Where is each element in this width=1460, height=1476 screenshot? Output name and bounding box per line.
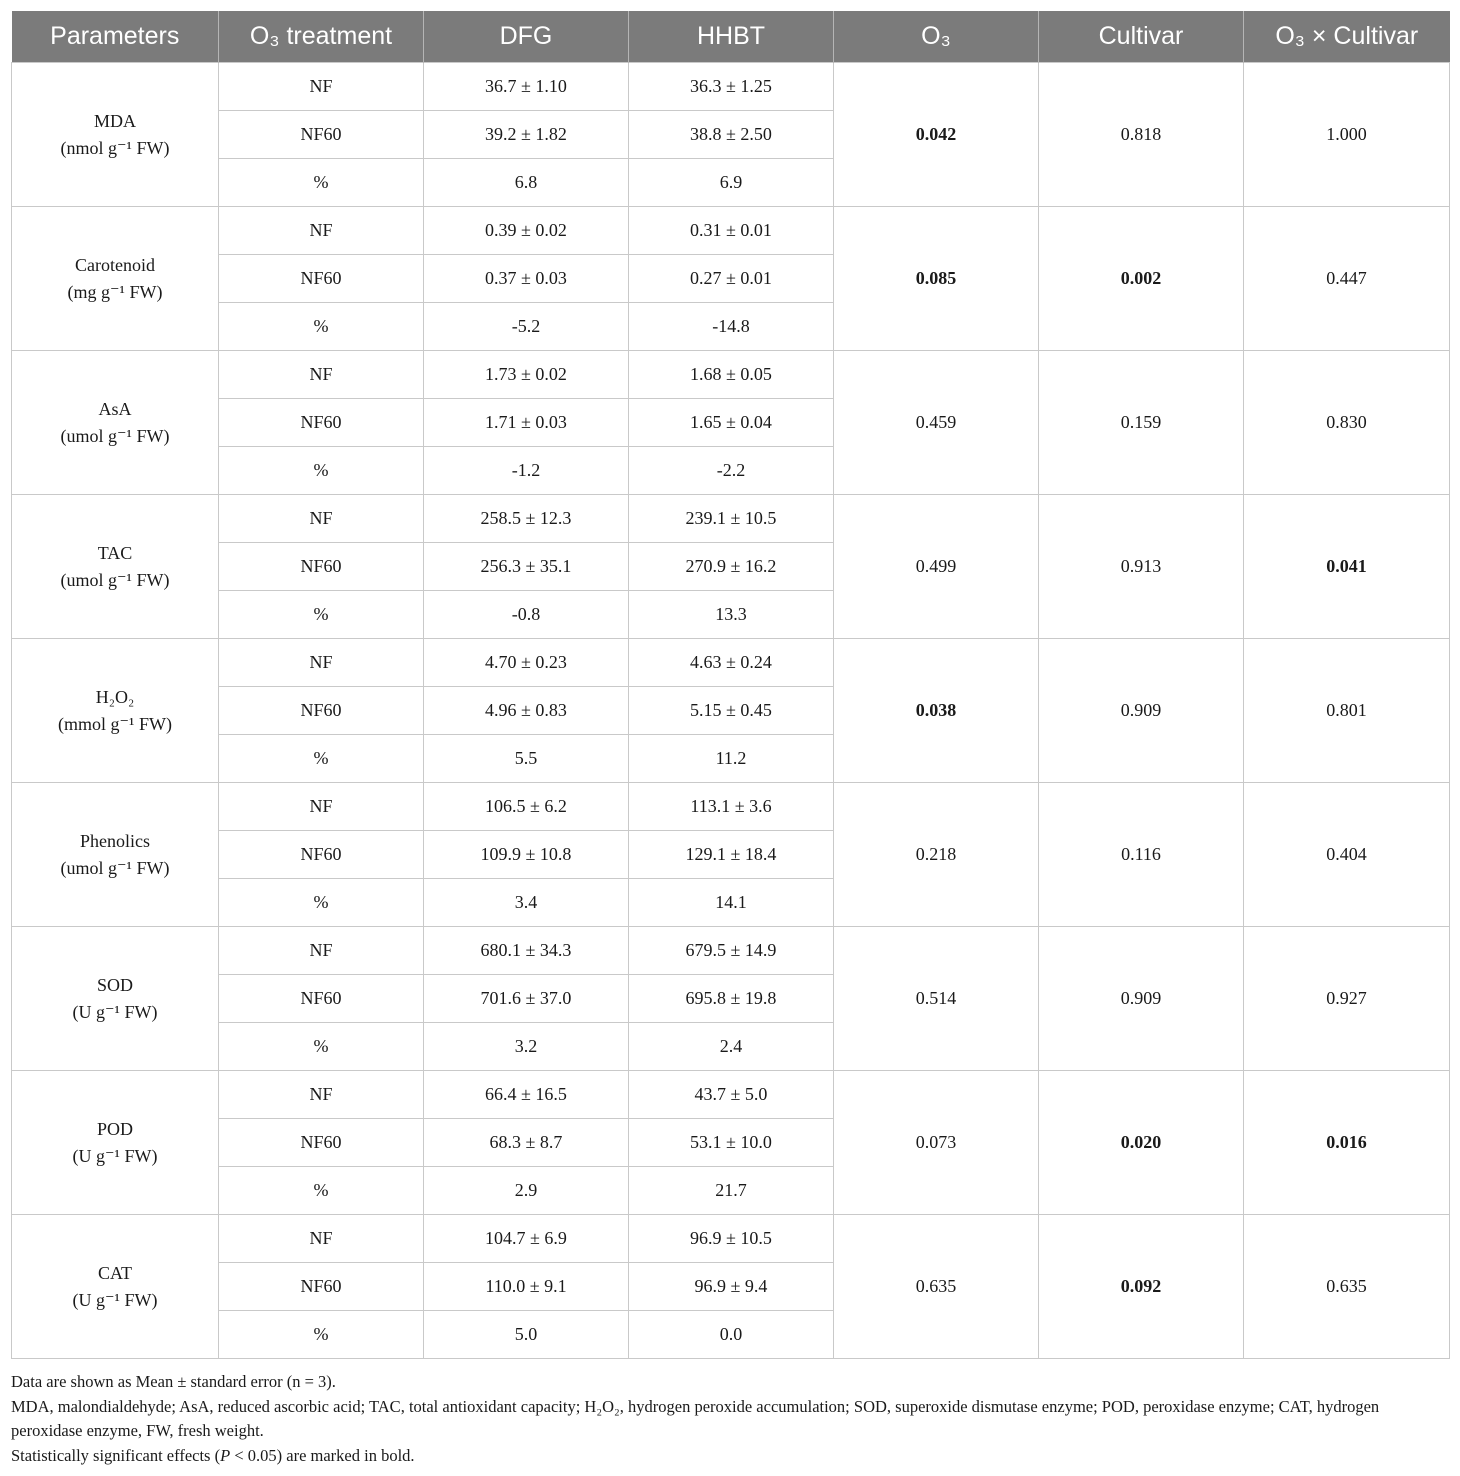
cultivar-pvalue-cell: 0.092 [1039,1215,1244,1359]
interaction-pvalue-cell: 0.801 [1244,639,1450,783]
hhbt-cell: 14.1 [629,879,834,927]
table-footnotes [11,1370,1451,1468]
hhbt-cell: -2.2 [629,447,834,495]
parameter-name: H₂O₂ [95,687,135,708]
dfg-cell: 3.4 [424,879,629,927]
interaction-pvalue-cell: 0.041 [1244,495,1450,639]
dfg-cell: 0.39 ± 0.02 [424,207,629,255]
hhbt-cell: 270.9 ± 16.2 [629,543,834,591]
o3-pvalue-cell: 0.073 [834,1071,1039,1215]
parameter-name: Carotenoid [75,255,155,276]
parameter-unit: (umol g⁻¹ FW) [60,569,170,590]
parameter-name: SOD [96,975,133,996]
parameter-cell [12,1215,219,1359]
hhbt-cell: 43.7 ± 5.0 [629,1071,834,1119]
treatment-cell: % [219,1311,424,1359]
parameter-cell [12,63,219,207]
dfg-cell: 5.5 [424,735,629,783]
parameter-unit: (umol g⁻¹ FW) [60,857,170,878]
treatment-cell: NF [219,1215,424,1263]
parameter-cell [12,495,219,639]
parameter-unit: (mg g⁻¹ FW) [67,281,163,302]
dfg-cell: 2.9 [424,1167,629,1215]
cultivar-pvalue-cell: 0.116 [1039,783,1244,927]
hhbt-cell: 53.1 ± 10.0 [629,1119,834,1167]
treatment-cell: % [219,1023,424,1071]
hhbt-cell: 239.1 ± 10.5 [629,495,834,543]
table-row [12,927,1450,975]
dfg-cell: -0.8 [424,591,629,639]
parameter-name: MDA [93,111,136,132]
dfg-cell: 680.1 ± 34.3 [424,927,629,975]
parameter-cell [12,351,219,495]
dfg-cell: 4.96 ± 0.83 [424,687,629,735]
dfg-cell: 256.3 ± 35.1 [424,543,629,591]
treatment-cell: NF [219,639,424,687]
dfg-cell: 3.2 [424,1023,629,1071]
header-parameters: Parameters [12,11,219,63]
dfg-cell: 104.7 ± 6.9 [424,1215,629,1263]
cultivar-pvalue-cell: 0.020 [1039,1071,1244,1215]
header-o3-x-cultivar: O₃ × Cultivar [1244,11,1450,63]
parameter-unit: (nmol g⁻¹ FW) [60,137,170,158]
dfg-cell: 36.7 ± 1.10 [424,63,629,111]
table-row [12,639,1450,687]
dfg-cell: 39.2 ± 1.82 [424,111,629,159]
o3-pvalue-cell: 0.038 [834,639,1039,783]
hhbt-cell: 4.63 ± 0.24 [629,639,834,687]
cultivar-pvalue-cell: 0.159 [1039,351,1244,495]
dfg-cell: 1.71 ± 0.03 [424,399,629,447]
hhbt-cell: 129.1 ± 18.4 [629,831,834,879]
parameter-cell [12,639,219,783]
hhbt-cell: 0.27 ± 0.01 [629,255,834,303]
header-cultivar: Cultivar [1039,11,1244,63]
o3-pvalue-cell: 0.499 [834,495,1039,639]
parameter-name: AsA [98,399,132,420]
treatment-cell: % [219,879,424,927]
hhbt-cell: 96.9 ± 9.4 [629,1263,834,1311]
hhbt-cell: 695.8 ± 19.8 [629,975,834,1023]
treatment-cell: NF [219,1071,424,1119]
parameter-unit: (U g⁻¹ FW) [72,1001,158,1022]
treatment-cell: % [219,591,424,639]
dfg-cell: 4.70 ± 0.23 [424,639,629,687]
hhbt-cell: 5.15 ± 0.45 [629,687,834,735]
hhbt-cell: 0.0 [629,1311,834,1359]
o3-pvalue-cell: 0.085 [834,207,1039,351]
treatment-cell: % [219,303,424,351]
table-row [12,63,1450,111]
treatment-cell: NF [219,351,424,399]
parameter-unit: (U g⁻¹ FW) [72,1289,158,1310]
treatment-cell: % [219,1167,424,1215]
dfg-cell: 68.3 ± 8.7 [424,1119,629,1167]
header-dfg: DFG [424,11,629,63]
dfg-cell: 109.9 ± 10.8 [424,831,629,879]
table-row [12,1071,1450,1119]
dfg-cell: 110.0 ± 9.1 [424,1263,629,1311]
hhbt-cell: 96.9 ± 10.5 [629,1215,834,1263]
treatment-cell: NF60 [219,543,424,591]
treatment-cell: NF60 [219,975,424,1023]
interaction-pvalue-cell: 0.830 [1244,351,1450,495]
dfg-cell: 106.5 ± 6.2 [424,783,629,831]
hhbt-cell: 38.8 ± 2.50 [629,111,834,159]
treatment-cell: NF [219,927,424,975]
interaction-pvalue-cell: 0.404 [1244,783,1450,927]
interaction-pvalue-cell: 0.927 [1244,927,1450,1071]
treatment-cell: NF60 [219,255,424,303]
cultivar-pvalue-cell: 0.818 [1039,63,1244,207]
parameter-name: CAT [97,1263,132,1284]
interaction-pvalue-cell: 0.016 [1244,1071,1450,1215]
parameter-cell [12,1071,219,1215]
parameter-unit: (mmol g⁻¹ FW) [58,713,172,734]
hhbt-cell: -14.8 [629,303,834,351]
treatment-cell: NF60 [219,111,424,159]
parameter-unit: (umol g⁻¹ FW) [60,425,170,446]
results-table [11,11,1450,1359]
hhbt-cell: 1.65 ± 0.04 [629,399,834,447]
hhbt-cell: 1.68 ± 0.05 [629,351,834,399]
header-row [12,11,1450,63]
o3-pvalue-cell: 0.514 [834,927,1039,1071]
table-row [12,495,1450,543]
hhbt-cell: 679.5 ± 14.9 [629,927,834,975]
o3-pvalue-cell: 0.459 [834,351,1039,495]
parameter-unit: (U g⁻¹ FW) [72,1145,158,1166]
p-symbol: P [220,1445,231,1465]
parameter-name: TAC [97,543,133,564]
o3-pvalue-cell: 0.635 [834,1215,1039,1359]
treatment-cell: % [219,159,424,207]
treatment-cell: NF [219,63,424,111]
dfg-cell: 6.8 [424,159,629,207]
hhbt-cell: 6.9 [629,159,834,207]
treatment-cell: % [219,447,424,495]
parameter-cell [12,207,219,351]
treatment-cell: NF [219,495,424,543]
hhbt-cell: 21.7 [629,1167,834,1215]
o3-pvalue-cell: 0.218 [834,783,1039,927]
table-row [12,1215,1450,1263]
treatment-cell: NF60 [219,687,424,735]
hhbt-cell: 11.2 [629,735,834,783]
treatment-cell: NF60 [219,1263,424,1311]
dfg-cell: -1.2 [424,447,629,495]
treatment-cell: NF60 [219,831,424,879]
cultivar-pvalue-cell: 0.913 [1039,495,1244,639]
dfg-cell: 701.6 ± 37.0 [424,975,629,1023]
hhbt-cell: 36.3 ± 1.25 [629,63,834,111]
dfg-cell: 1.73 ± 0.02 [424,351,629,399]
hhbt-cell: 113.1 ± 3.6 [629,783,834,831]
footnote-data-description: Data are shown as Mean ± standard error (n = 3). [11,1372,336,1391]
interaction-pvalue-cell: 1.000 [1244,63,1450,207]
footnote-significance: Statistically significant effects (P < 0.05) are marked in bold. [11,1445,415,1465]
treatment-cell: % [219,735,424,783]
header-o3-treatment: O₃ treatment [219,11,424,63]
table-row [12,783,1450,831]
cultivar-pvalue-cell: 0.909 [1039,927,1244,1071]
dfg-cell: 0.37 ± 0.03 [424,255,629,303]
o3-pvalue-cell: 0.042 [834,63,1039,207]
treatment-cell: NF60 [219,399,424,447]
footnote-abbreviations: MDA, malondialdehyde; AsA, reduced ascorbic acid; TAC, total antioxidant capacity; H₂O₂, hydrogen peroxide accumulation; SOD, superoxide dismutase enzyme; POD, peroxidase enzyme; CAT, hydrogen peroxidase enzyme, FW, fresh weight. [11,1396,1380,1440]
parameter-cell [12,927,219,1071]
interaction-pvalue-cell: 0.447 [1244,207,1450,351]
header-hhbt: HHBT [629,11,834,63]
dfg-cell: 66.4 ± 16.5 [424,1071,629,1119]
parameter-name: Phenolics [80,831,150,852]
parameter-cell [12,783,219,927]
dfg-cell: -5.2 [424,303,629,351]
hhbt-cell: 2.4 [629,1023,834,1071]
header-o3: O₃ [834,11,1039,63]
treatment-cell: NF [219,207,424,255]
cultivar-pvalue-cell: 0.002 [1039,207,1244,351]
hhbt-cell: 0.31 ± 0.01 [629,207,834,255]
hhbt-cell: 13.3 [629,591,834,639]
dfg-cell: 5.0 [424,1311,629,1359]
treatment-cell: NF [219,783,424,831]
table-row [12,351,1450,399]
parameter-name: POD [96,1119,133,1140]
treatment-cell: NF60 [219,1119,424,1167]
table-row [12,207,1450,255]
interaction-pvalue-cell: 0.635 [1244,1215,1450,1359]
cultivar-pvalue-cell: 0.909 [1039,639,1244,783]
dfg-cell: 258.5 ± 12.3 [424,495,629,543]
